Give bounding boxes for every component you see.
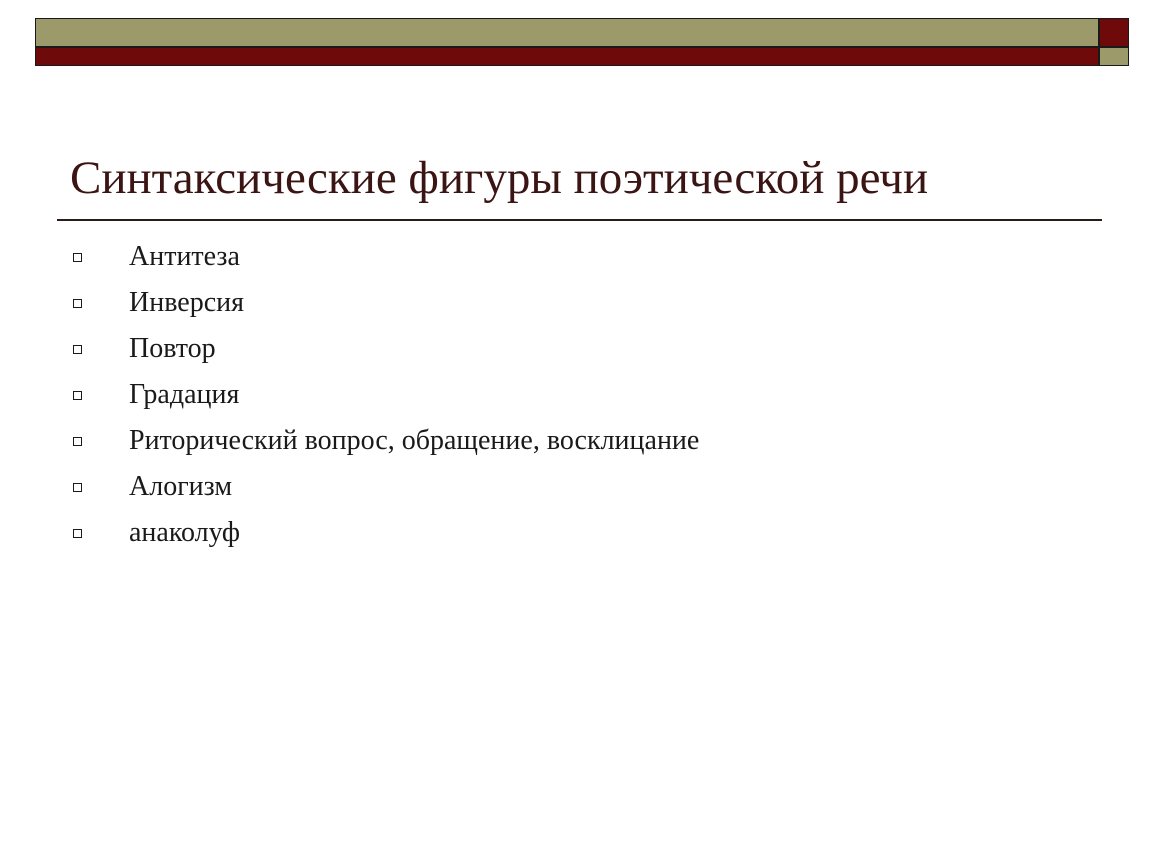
header-bar-olive <box>35 18 1099 47</box>
list-item-text: анаколуф <box>129 517 241 548</box>
title-underline <box>57 219 1102 221</box>
square-bullet-icon <box>73 253 82 262</box>
square-bullet-icon <box>73 437 82 446</box>
list-item-text: Риторический вопрос, обращение, восклицание <box>129 425 700 456</box>
corner-square-olive <box>1099 47 1129 66</box>
list-item-text: Инверсия <box>129 287 244 318</box>
square-bullet-icon <box>73 299 82 308</box>
square-bullet-icon <box>73 529 82 538</box>
corner-square-red <box>1099 18 1129 47</box>
header-bar-red <box>35 47 1099 66</box>
list-item-text: Антитеза <box>129 241 240 272</box>
list-item-text: Алогизм <box>129 471 233 502</box>
slide-title: Синтаксические фигуры поэтической речи <box>70 152 929 204</box>
square-bullet-icon <box>73 391 82 400</box>
square-bullet-icon <box>73 483 82 492</box>
list-item-text: Повтор <box>129 333 216 364</box>
list-item-text: Градация <box>129 379 240 410</box>
square-bullet-icon <box>73 345 82 354</box>
